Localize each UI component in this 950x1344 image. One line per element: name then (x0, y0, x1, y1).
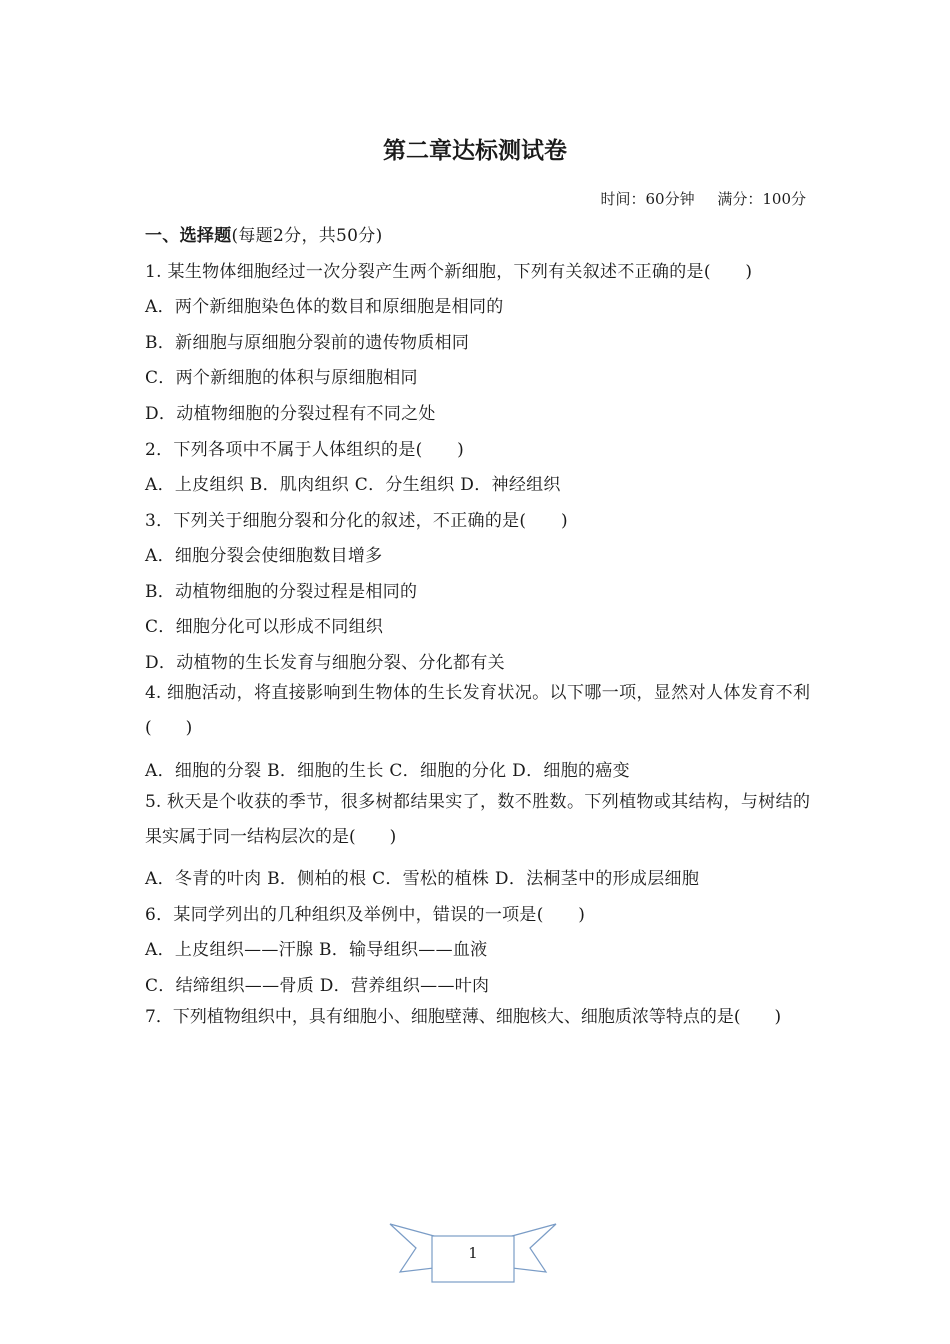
q3-option-a: A．细胞分裂会使细胞数目增多 (145, 546, 383, 566)
question-5: 5. 秋天是个收获的季节，很多树都结果实了，数不胜数。下列植物或其结构，与树结的果实属于同一结构层次的是( ) (145, 792, 810, 847)
section-heading (145, 221, 383, 246)
q4-options: A．细胞的分裂 B．细胞的生长 C．细胞的分化 D．细胞的癌变 (145, 761, 630, 781)
q6-options-ab: A．上皮组织——汗腺 B．输导组织——血液 (145, 940, 488, 960)
section-note: (每题2分，共50分) (231, 226, 383, 246)
q2-options: A．上皮组织 B．肌肉组织 C．分生组织 D．神经组织 (145, 475, 561, 495)
exam-score: 满分：100分 (717, 190, 806, 208)
question-7: 7．下列植物组织中，具有细胞小、细胞壁薄、细胞核大、细胞质浓等特点的是( ) (145, 1007, 782, 1027)
question-1: 1. 某生物体细胞经过一次分裂产生两个新细胞，下列有关叙述不正确的是( ) (145, 262, 753, 282)
q3-option-b: B．动植物细胞的分裂过程是相同的 (145, 582, 418, 602)
page-number: 1 (468, 1244, 478, 1262)
page-footer (388, 1222, 558, 1286)
q1-option-a: A．两个新细胞染色体的数目和原细胞是相同的 (145, 297, 504, 317)
question-3: 3．下列关于细胞分裂和分化的叙述，不正确的是( ) (145, 511, 568, 531)
q5-options: A．冬青的叶肉 B．侧柏的根 C．雪松的植株 D．法桐茎中的形成层细胞 (145, 869, 700, 889)
section-title: 一、选择题 (145, 226, 232, 246)
question-6: 6．某同学列出的几种组织及举例中，错误的一项是( ) (145, 905, 586, 925)
exam-time: 时间：60分钟 (600, 190, 695, 208)
page-title: 第二章达标测试卷 (383, 137, 567, 164)
q1-option-d: D．动植物细胞的分裂过程有不同之处 (145, 404, 436, 424)
exam-meta (600, 188, 806, 209)
q3-option-d: D．动植物的生长发育与细胞分裂、分化都有关 (145, 653, 505, 673)
question-2: 2．下列各项中不属于人体组织的是( ) (145, 440, 465, 460)
question-4: 4. 细胞活动，将直接影响到生物体的生长发育状况。以下哪一项，显然对人体发育不利( ) (145, 683, 810, 738)
q1-option-c: C．两个新细胞的体积与原细胞相同 (145, 368, 418, 388)
q6-options-cd: C．结缔组织——骨质 D．营养组织——叶肉 (145, 976, 490, 996)
q3-option-c: C．细胞分化可以形成不同组织 (145, 617, 384, 637)
q1-option-b: B．新细胞与原细胞分裂前的遗传物质相同 (145, 333, 470, 353)
